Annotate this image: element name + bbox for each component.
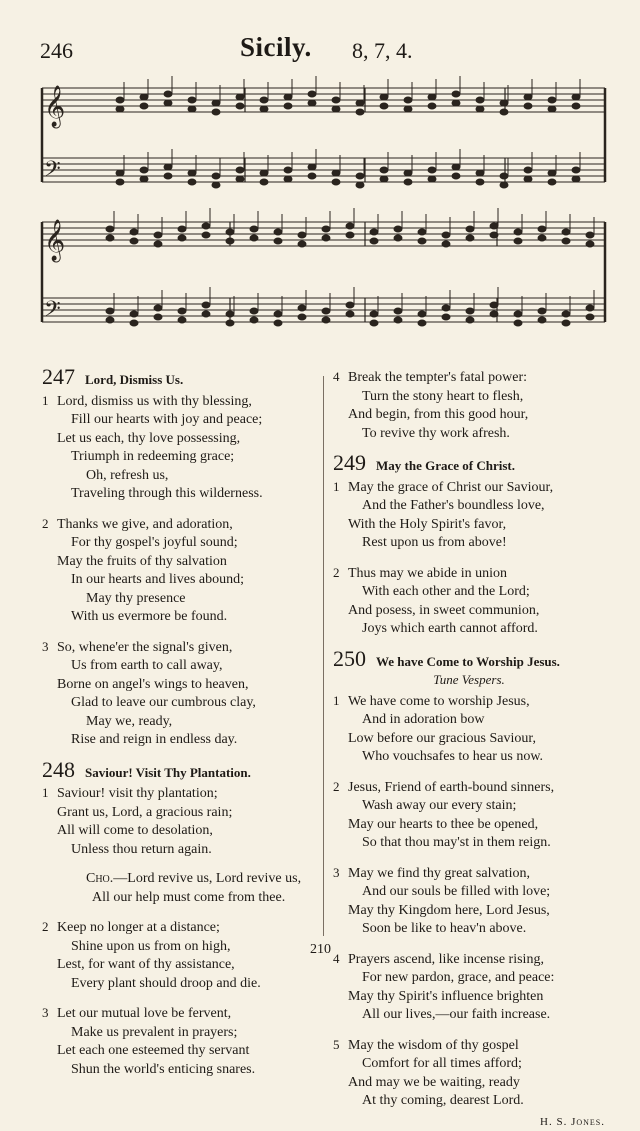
note-head — [380, 176, 388, 182]
verse-line: All will come to desolation, — [42, 822, 324, 841]
note-head — [466, 226, 474, 232]
note-head — [250, 308, 258, 314]
note-head — [562, 311, 570, 317]
note-head — [380, 103, 388, 109]
note-head — [476, 170, 484, 176]
note-head — [236, 94, 244, 100]
verse — [333, 1036, 605, 1111]
verse-line: And our souls be filled with love; — [333, 883, 605, 902]
note-head — [130, 311, 138, 317]
verse-line: With each other and the Lord; — [333, 583, 605, 602]
verse-number: 2 — [333, 778, 348, 797]
note-head — [154, 241, 162, 247]
note-head — [370, 229, 378, 235]
note-head — [284, 103, 292, 109]
note-head — [202, 223, 210, 229]
verse-number: 4 — [333, 368, 348, 387]
verse-line: And posess, in sweet communion, — [333, 602, 605, 621]
verse — [333, 478, 605, 553]
note-head — [586, 241, 594, 247]
note-head — [250, 235, 258, 241]
note-head — [346, 232, 354, 238]
note-head — [236, 167, 244, 173]
note-head — [106, 226, 114, 232]
verse-number: 2 — [42, 918, 57, 937]
note-head — [308, 164, 316, 170]
note-head — [356, 173, 364, 179]
verse-line: Turn the stony heart to flesh, — [333, 388, 605, 407]
verse-number: 3 — [333, 864, 348, 883]
verse-line: Saviour! visit thy plantation; — [57, 786, 218, 801]
treble-clef-icon: 𝄞 — [44, 85, 65, 128]
verse-line: Us from earth to call away, — [42, 657, 324, 676]
note-head — [476, 97, 484, 103]
verse-line: Rise and reign in endless day. — [42, 731, 324, 750]
chorus-label: Cho. — [86, 871, 113, 886]
note-head — [452, 164, 460, 170]
note-head — [356, 109, 364, 115]
note-head — [116, 179, 124, 185]
note-head — [466, 317, 474, 323]
verse-line: Prayers ascend, like incense rising, — [348, 952, 544, 967]
note-head — [332, 106, 340, 112]
note-head — [250, 317, 258, 323]
note-head — [442, 241, 450, 247]
treble-clef-icon: 𝄞 — [44, 219, 65, 262]
note-head — [428, 103, 436, 109]
hymn-247 — [42, 368, 324, 750]
note-head — [332, 97, 340, 103]
note-head — [140, 167, 148, 173]
note-head — [140, 103, 148, 109]
note-head — [226, 311, 234, 317]
tune-note: Tune Vespers. — [333, 671, 605, 690]
verse-line: Triumph in redeeming grace; — [42, 448, 324, 467]
verse-line: Oh, refresh us, — [42, 467, 324, 486]
note-head — [562, 229, 570, 235]
hymn-250 — [333, 650, 605, 1131]
note-head — [500, 182, 508, 188]
note-head — [250, 226, 258, 232]
verse-line: Rest upon us from above! — [333, 534, 605, 553]
verse-line: Fill our hearts with joy and peace; — [42, 411, 324, 430]
verse-line: We have come to worship Jesus, — [348, 694, 530, 709]
verse-line: Every plant should droop and die. — [42, 975, 324, 994]
verse — [42, 392, 324, 504]
verse-number: 1 — [42, 784, 57, 803]
note-head — [490, 302, 498, 308]
page-number: 246 — [40, 38, 73, 64]
verse-number: 1 — [333, 692, 348, 711]
note-head — [370, 238, 378, 244]
note-head — [418, 229, 426, 235]
verse-line: All our help must come from thee. — [42, 889, 324, 908]
hymn-248 — [42, 761, 324, 1080]
note-head — [524, 94, 532, 100]
note-head — [562, 320, 570, 326]
note-head — [490, 223, 498, 229]
note-head — [212, 100, 220, 106]
note-head — [586, 305, 594, 311]
verse — [333, 950, 605, 1025]
note-head — [164, 91, 172, 97]
note-head — [572, 103, 580, 109]
chorus — [42, 870, 324, 907]
note-head — [106, 308, 114, 314]
verse-line: Wash away our every stain; — [333, 797, 605, 816]
note-head — [212, 182, 220, 188]
note-head — [380, 94, 388, 100]
note-head — [442, 305, 450, 311]
note-head — [284, 94, 292, 100]
note-head — [514, 320, 522, 326]
note-head — [322, 226, 330, 232]
note-head — [226, 238, 234, 244]
verse-number: 2 — [42, 515, 57, 534]
note-head — [490, 311, 498, 317]
note-head — [202, 232, 210, 238]
music-score — [0, 60, 640, 350]
note-head — [356, 100, 364, 106]
verse-line: And the Father's boundless love, — [333, 497, 605, 516]
note-head — [490, 232, 498, 238]
verse-number: 5 — [333, 1036, 348, 1055]
note-head — [394, 317, 402, 323]
note-head — [586, 314, 594, 320]
verse-line: Lest, for want of thy assistance, — [42, 956, 324, 975]
note-head — [524, 176, 532, 182]
note-head — [500, 173, 508, 179]
note-head — [476, 106, 484, 112]
verse — [42, 784, 324, 859]
verse-number: 2 — [333, 564, 348, 583]
verse-line: Thanks we give, and adoration, — [57, 517, 233, 532]
note-head — [500, 109, 508, 115]
note-head — [572, 176, 580, 182]
note-head — [428, 176, 436, 182]
verse-line: Shun the world's enticing snares. — [42, 1061, 324, 1080]
verse-line: May thy Kingdom here, Lord Jesus, — [333, 902, 605, 921]
verse — [42, 1004, 324, 1079]
note-head — [322, 308, 330, 314]
note-head — [322, 235, 330, 241]
note-head — [548, 106, 556, 112]
note-head — [130, 320, 138, 326]
note-head — [524, 103, 532, 109]
note-head — [260, 179, 268, 185]
verse-line: May thy Spirit's influence brighten — [333, 988, 605, 1007]
note-head — [106, 317, 114, 323]
note-head — [212, 109, 220, 115]
note-head — [548, 97, 556, 103]
note-head — [154, 314, 162, 320]
verse-number: 3 — [42, 638, 57, 657]
note-head — [116, 170, 124, 176]
verse-number: 4 — [333, 950, 348, 969]
verse — [42, 638, 324, 750]
note-head — [274, 229, 282, 235]
note-head — [538, 317, 546, 323]
note-head — [140, 94, 148, 100]
note-head — [260, 97, 268, 103]
note-head — [154, 232, 162, 238]
note-head — [260, 170, 268, 176]
verse-line: Break the tempter's fatal power: — [348, 370, 527, 385]
note-head — [356, 182, 364, 188]
verse-line: Let our mutual love be fervent, — [57, 1006, 231, 1021]
note-head — [562, 238, 570, 244]
verse-line: May the grace of Christ our Saviour, — [348, 480, 553, 495]
note-head — [226, 320, 234, 326]
verse-line: With the Holy Spirit's favor, — [333, 516, 605, 535]
note-head — [308, 173, 316, 179]
hymn-author: H. S. Jones. — [333, 1113, 605, 1131]
note-head — [188, 179, 196, 185]
note-head — [466, 308, 474, 314]
tune-meter: 8, 7, 4. — [352, 38, 413, 64]
bass-clef-icon: 𝄢 — [44, 297, 61, 327]
note-head — [346, 302, 354, 308]
verse-line: And may we be waiting, ready — [333, 1074, 605, 1093]
hymn-number: 248 — [42, 761, 75, 780]
note-head — [130, 238, 138, 244]
verse — [333, 778, 605, 853]
note-head — [452, 100, 460, 106]
note-head — [418, 238, 426, 244]
verse-line: Keep no longer at a distance; — [57, 920, 220, 935]
note-head — [404, 170, 412, 176]
note-head — [418, 311, 426, 317]
verse-line: Shine upon us from on high, — [42, 938, 324, 957]
verse-line: May we find thy great salvation, — [348, 866, 530, 881]
note-head — [514, 229, 522, 235]
verse-line: Jesus, Friend of earth-bound sinners, — [348, 780, 554, 795]
verse-line: For thy gospel's joyful sound; — [42, 534, 324, 553]
verse-line: All our lives,—our faith increase. — [333, 1006, 605, 1025]
note-head — [452, 173, 460, 179]
hymn-title: We have Come to Worship Jesus. — [376, 653, 560, 672]
verse-line: Thus may we abide in union — [348, 566, 507, 581]
verse-line: May the fruits of thy salvation — [42, 553, 324, 572]
verse-line: Unless thou return again. — [42, 841, 324, 860]
note-head — [572, 167, 580, 173]
verse-number: 3 — [42, 1004, 57, 1023]
note-head — [514, 311, 522, 317]
verse-line: May thy presence — [42, 590, 324, 609]
verse-line: With us evermore be found. — [42, 608, 324, 627]
note-head — [538, 308, 546, 314]
note-head — [404, 106, 412, 112]
hymn-title: Lord, Dismiss Us. — [85, 371, 183, 390]
note-head — [572, 94, 580, 100]
note-head — [308, 91, 316, 97]
note-head — [236, 176, 244, 182]
note-head — [548, 179, 556, 185]
footer-page-number: 210 — [310, 942, 331, 958]
note-head — [442, 232, 450, 238]
note-head — [538, 226, 546, 232]
note-head — [514, 238, 522, 244]
note-head — [418, 320, 426, 326]
hymn-number: 250 — [333, 650, 366, 669]
note-head — [548, 170, 556, 176]
note-head — [140, 176, 148, 182]
note-head — [308, 100, 316, 106]
note-head — [274, 238, 282, 244]
verse — [333, 368, 605, 443]
note-head — [212, 173, 220, 179]
note-head — [298, 314, 306, 320]
note-head — [178, 308, 186, 314]
hymn-number: 247 — [42, 368, 75, 387]
verse — [42, 918, 324, 993]
note-head — [428, 94, 436, 100]
verse-line: Grant us, Lord, a gracious rain; — [42, 804, 324, 823]
note-head — [130, 229, 138, 235]
hymn-249 — [333, 454, 605, 639]
note-head — [178, 226, 186, 232]
verse-line: In our hearts and lives abound; — [42, 571, 324, 590]
left-column — [42, 368, 324, 1090]
note-head — [260, 106, 268, 112]
note-head — [298, 241, 306, 247]
verse-line: For new pardon, grace, and peace: — [333, 969, 605, 988]
note-head — [188, 170, 196, 176]
note-head — [154, 305, 162, 311]
verse-number: 1 — [42, 392, 57, 411]
note-head — [442, 314, 450, 320]
verse-line: —Lord revive us, Lord revive us, — [113, 871, 301, 886]
note-head — [394, 308, 402, 314]
note-head — [370, 320, 378, 326]
note-head — [500, 100, 508, 106]
verse — [333, 864, 605, 939]
verse-line: May we, ready, — [42, 713, 324, 732]
note-head — [106, 235, 114, 241]
note-head — [164, 100, 172, 106]
note-head — [298, 305, 306, 311]
note-head — [538, 235, 546, 241]
note-head — [404, 97, 412, 103]
note-head — [298, 232, 306, 238]
verse-line: So, whene'er the signal's given, — [57, 640, 232, 655]
note-head — [332, 170, 340, 176]
verse — [333, 564, 605, 639]
hymn-title: May the Grace of Christ. — [376, 457, 515, 476]
verse-line: May our hearts to thee be opened, — [333, 816, 605, 835]
note-head — [178, 235, 186, 241]
note-head — [188, 97, 196, 103]
note-head — [404, 179, 412, 185]
hymn-title: Saviour! Visit Thy Plantation. — [85, 764, 251, 783]
note-head — [202, 311, 210, 317]
note-head — [346, 223, 354, 229]
verse — [42, 515, 324, 627]
note-head — [116, 97, 124, 103]
verse-line: Who vouchsafes to hear us now. — [333, 748, 605, 767]
note-head — [370, 311, 378, 317]
verse-line: So that thou may'st in them reign. — [333, 834, 605, 853]
note-head — [226, 229, 234, 235]
tune-title: Sicily. — [240, 32, 312, 63]
verse-line: Borne on angel's wings to heaven, — [42, 676, 324, 695]
note-head — [452, 91, 460, 97]
note-head — [394, 226, 402, 232]
note-head — [274, 320, 282, 326]
verse-line: Traveling through this wilderness. — [42, 485, 324, 504]
verse-line: Let each one esteemed thy servant — [42, 1042, 324, 1061]
verse-number: 1 — [333, 478, 348, 497]
note-head — [346, 311, 354, 317]
verse-line: Comfort for all times afford; — [333, 1055, 605, 1074]
note-head — [116, 106, 124, 112]
note-head — [322, 317, 330, 323]
note-head — [188, 106, 196, 112]
verse-line: Low before our gracious Saviour, — [333, 730, 605, 749]
note-head — [274, 311, 282, 317]
note-head — [586, 232, 594, 238]
note-head — [428, 167, 436, 173]
verse-line: Glad to leave our cumbrous clay, — [42, 694, 324, 713]
hymn-number: 249 — [333, 454, 366, 473]
verse-line: And begin, from this good hour, — [333, 406, 605, 425]
verse-line: Lord, dismiss us with thy blessing, — [57, 394, 252, 409]
verse-line: And in adoration bow — [333, 711, 605, 730]
note-head — [332, 179, 340, 185]
note-head — [524, 167, 532, 173]
verse — [333, 692, 605, 767]
verse-line: Let us each, thy love possessing, — [42, 430, 324, 449]
note-head — [394, 235, 402, 241]
right-column — [333, 368, 605, 1131]
verse-line: May the wisdom of thy gospel — [348, 1038, 519, 1053]
note-head — [466, 235, 474, 241]
verse-line: Joys which earth cannot afford. — [333, 620, 605, 639]
note-head — [284, 176, 292, 182]
verse-line: Soon be like to heav'n above. — [333, 920, 605, 939]
verse-line: Make us prevalent in prayers; — [42, 1024, 324, 1043]
note-head — [164, 173, 172, 179]
verse-line: To revive thy work afresh. — [333, 425, 605, 444]
note-head — [178, 317, 186, 323]
note-head — [236, 103, 244, 109]
note-head — [380, 167, 388, 173]
note-head — [476, 179, 484, 185]
note-head — [284, 167, 292, 173]
verse-line: At thy coming, dearest Lord. — [333, 1092, 605, 1111]
note-head — [164, 164, 172, 170]
note-head — [202, 302, 210, 308]
bass-clef-icon: 𝄢 — [44, 157, 61, 187]
